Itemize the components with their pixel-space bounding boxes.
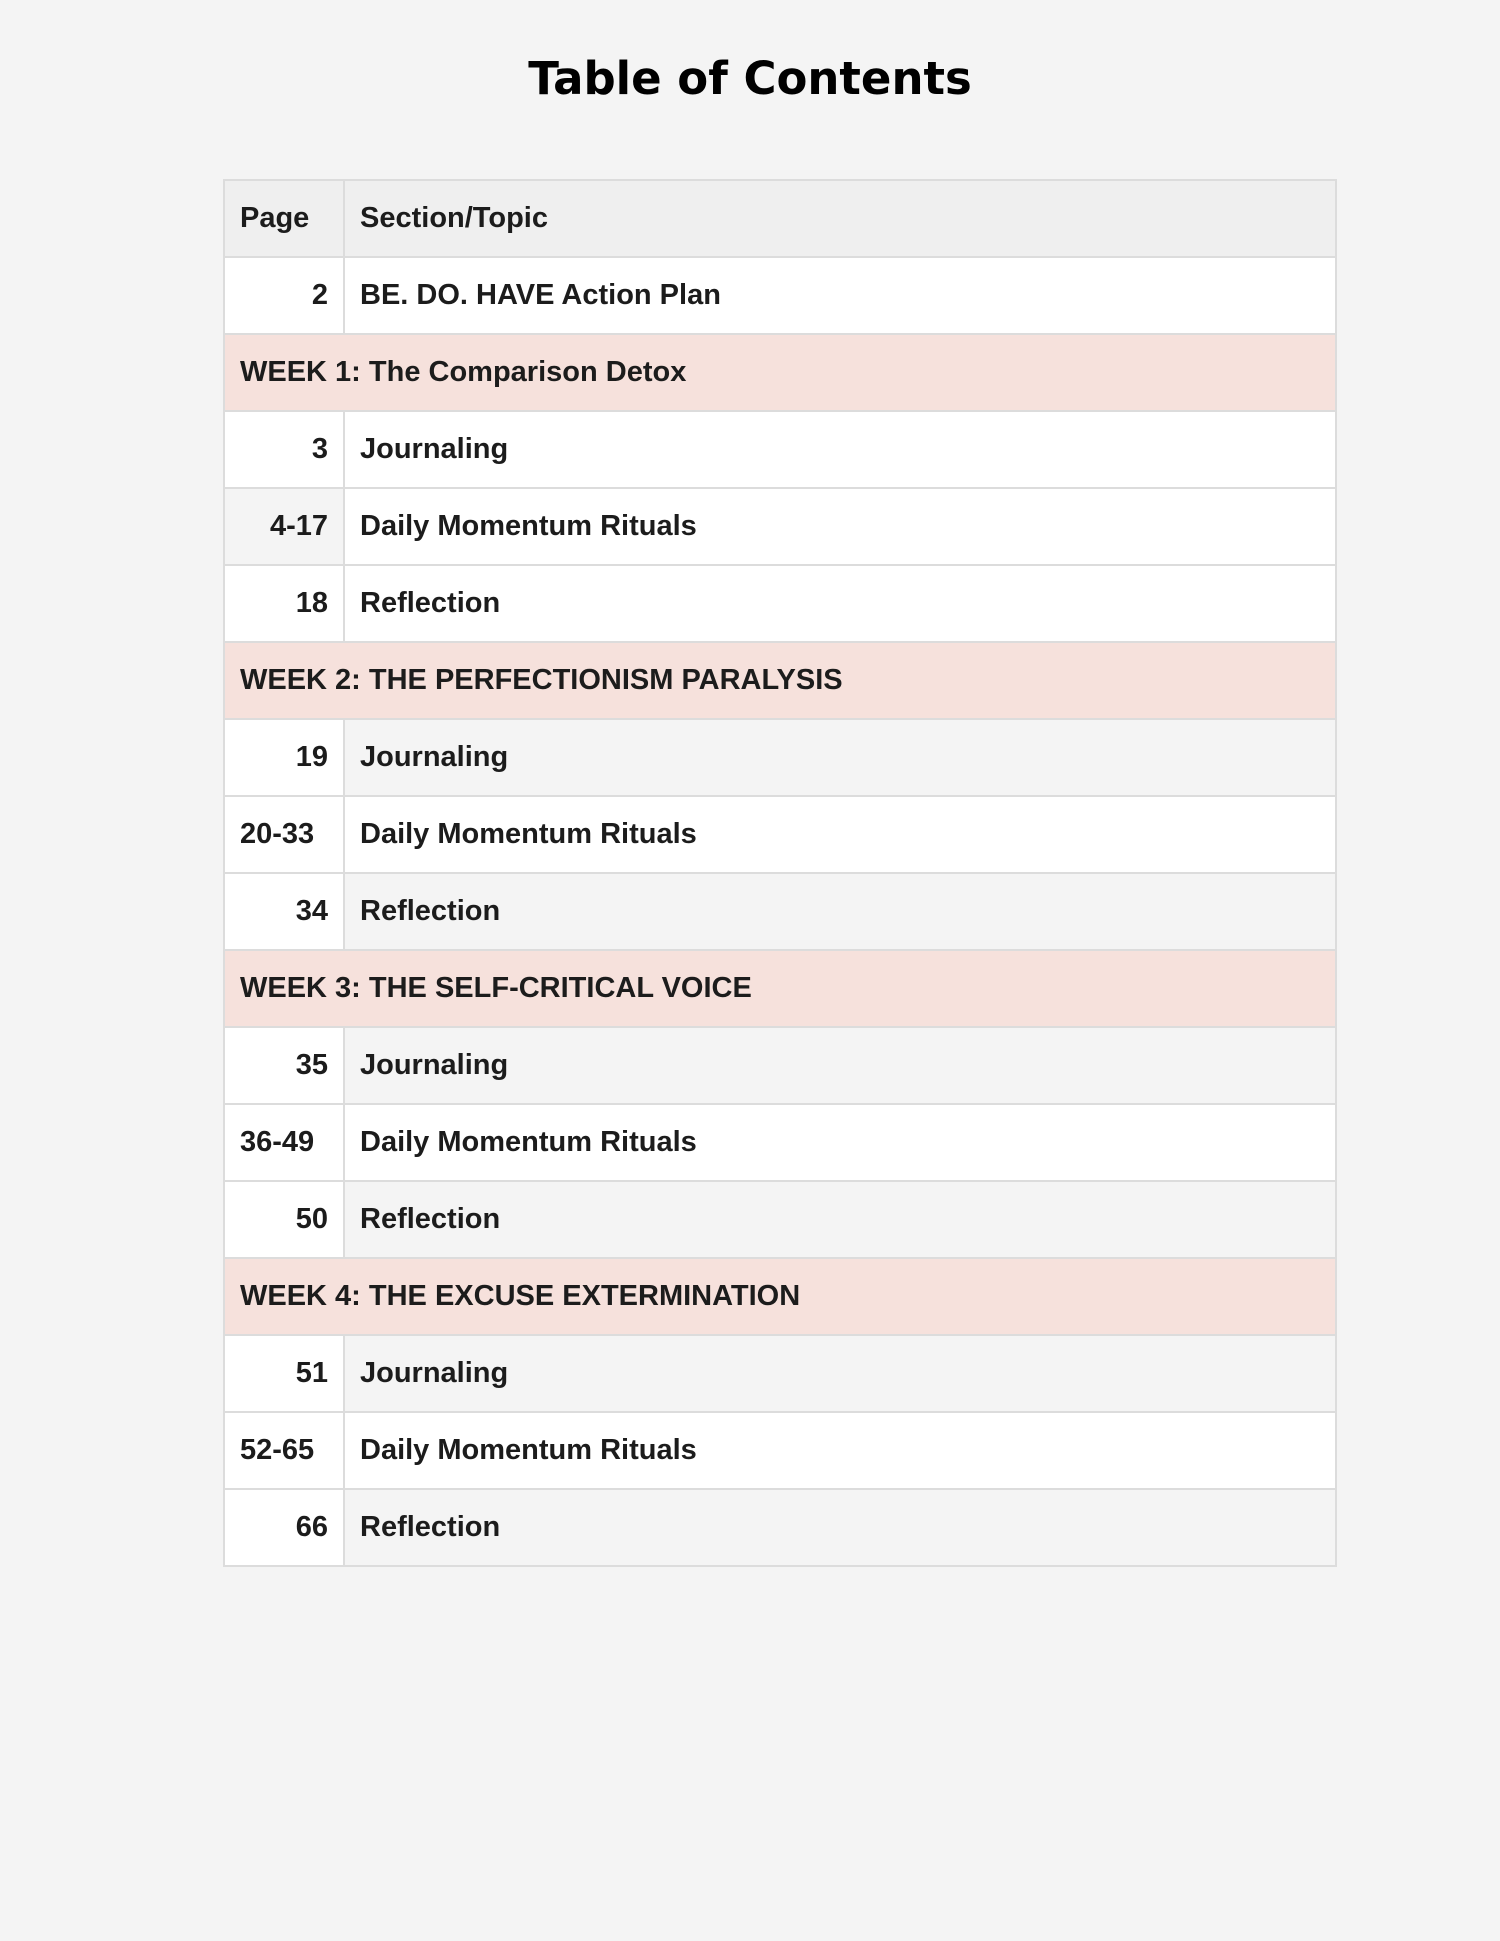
page-number: 52-65 [224,1412,344,1489]
week-heading-row [224,950,1336,1027]
page-number: 51 [224,1335,344,1412]
section-topic: BE. DO. HAVE Action Plan [344,257,1336,334]
week-title: WEEK 4: THE EXCUSE EXTERMINATION [224,1258,1336,1335]
table-row [224,796,1336,873]
week-heading-row [224,334,1336,411]
table-row [224,257,1336,334]
table-row [224,719,1336,796]
table-row [224,488,1336,565]
section-topic: Journaling [344,1335,1336,1412]
header-topic: Section/Topic [344,180,1336,257]
page-number: 4-17 [224,488,344,565]
week-title: WEEK 2: THE PERFECTIONISM PARALYSIS [224,642,1336,719]
table-row [224,873,1336,950]
table-row [224,565,1336,642]
section-topic: Daily Momentum Rituals [344,796,1336,873]
section-topic: Reflection [344,1489,1336,1566]
section-topic: Daily Momentum Rituals [344,1412,1336,1489]
table-header-row [224,180,1336,257]
section-topic: Journaling [344,411,1336,488]
table-row [224,1412,1336,1489]
week-title: WEEK 1: The Comparison Detox [224,334,1336,411]
page-number: 3 [224,411,344,488]
table-row [224,1027,1336,1104]
week-heading-row [224,1258,1336,1335]
week-heading-row [224,642,1336,719]
header-page: Page [224,180,344,257]
page-number: 36-49 [224,1104,344,1181]
page-number: 35 [224,1027,344,1104]
page-number: 50 [224,1181,344,1258]
table-row [224,1181,1336,1258]
page-number: 66 [224,1489,344,1566]
section-topic: Daily Momentum Rituals [344,1104,1336,1181]
page-title: Table of Contents [528,52,972,105]
toc-table [223,179,1337,1567]
section-topic: Reflection [344,1181,1336,1258]
page-number: 19 [224,719,344,796]
page-number: 2 [224,257,344,334]
table-row [224,1489,1336,1566]
section-topic: Journaling [344,719,1336,796]
page-number: 20-33 [224,796,344,873]
week-title: WEEK 3: THE SELF-CRITICAL VOICE [224,950,1336,1027]
table-row [224,411,1336,488]
table-row [224,1104,1336,1181]
section-topic: Reflection [344,565,1336,642]
page-number: 34 [224,873,344,950]
section-topic: Reflection [344,873,1336,950]
section-topic: Daily Momentum Rituals [344,488,1336,565]
page-number: 18 [224,565,344,642]
table-row [224,1335,1336,1412]
section-topic: Journaling [344,1027,1336,1104]
